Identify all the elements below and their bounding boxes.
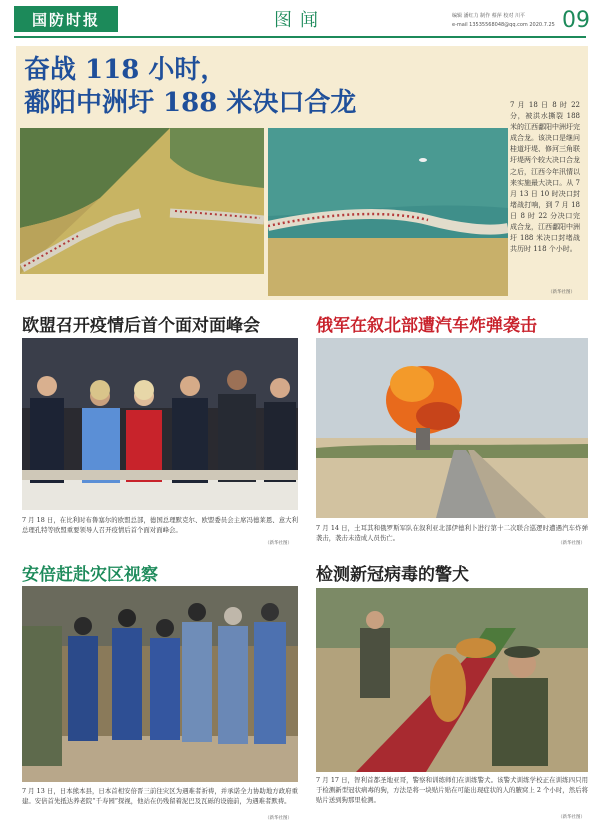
- feature-headline-line2: 鄱阳中洲圩 188 米决口合龙: [24, 88, 357, 118]
- masthead: [0, 0, 600, 40]
- masthead-rule: [14, 36, 586, 38]
- abe-photo: [22, 586, 298, 782]
- feature-headline-line1: 奋战 118 小时，: [24, 55, 227, 85]
- dogs-headline: 检测新冠病毒的警犬: [316, 565, 469, 585]
- dogs-photo: [316, 588, 588, 772]
- page-number: 09: [562, 8, 590, 33]
- russia-credit: （新华社图）: [558, 541, 585, 546]
- contact-date: e-mail 13535568048@qq.com 2020.7.25: [452, 22, 555, 28]
- eu-headline: 欧盟召开疫情后首个面对面峰会: [22, 316, 260, 336]
- levee-photo-right: [268, 128, 508, 296]
- abe-caption: 7 月 13 日，日本熊本县，日本首相安倍晋三前往灾区为遇难者祈祷，并承诺全力协助地方政府重建。安倍首先抵达养老院“千寿园”探视，他站在仍残留着泥巴及瓦砾的设施前，为遇难者默祷。: [22, 787, 298, 805]
- feature-credit: （新华社图）: [548, 290, 575, 295]
- russia-caption: 7 月 14 日，土耳其和俄罗斯军队在叙利亚北部伊德利卜进行第十二次联合巡逻时遭遇汽车炸弹袭击，袭击未造成人员伤亡。: [316, 524, 588, 542]
- abe-credit: （新华社图）: [265, 816, 292, 821]
- explosion-photo: [316, 338, 588, 518]
- levee-photo-left: [20, 128, 264, 274]
- russia-headline: 俄军在叙北部遭汽车炸弹袭击: [316, 316, 537, 336]
- abe-headline: 安倍赶赴灾区视察: [22, 565, 158, 585]
- newspaper-logo: 国防时报: [14, 6, 118, 32]
- dogs-credit: （新华社图）: [558, 815, 585, 820]
- eu-credit: （新华社图）: [265, 541, 292, 546]
- dogs-caption: 7 月 17 日，智利首都圣地亚哥，警察和训练师们在训练警犬。该警犬训练学校正在训练四只用于检测新型冠状病毒的狗，方法是将一块贴片贴在可能出现症状的人的腋窝上 2 个小时，然后将贴片送到狗那里检测。: [316, 776, 588, 804]
- feature-headline: [24, 54, 356, 120]
- feature-body: 7 月 18 日 8 时 22 分，被洪水撕裂 188 米的江西鄱阳中洲圩完成合龙。该决口是继问桂道圩堤、修河三角联圩堤两个较大决口合龙之后，江西今年汛情以来实施最大决口。从 7 月 13 日 10 时决口封堵战打响，到 7 月 18 日 8 时 22 分决口完成合龙，江西鄱阳中洲圩 188 米决口封堵战共历时 118 个小时。: [510, 101, 580, 254]
- editor-credits: 编辑 潘红力 制作 蔡萍 校对 川平: [452, 13, 525, 19]
- eu-photo: [22, 338, 298, 510]
- section-title: 图闻: [274, 10, 326, 31]
- eu-caption: 7 月 18 日，在比利时布鲁塞尔的欧盟总部，德国总理默克尔、欧盟委员会主席冯德莱恩、意大利总理孔特等欧盟重要领导人召开疫情后首个面对面峰会。: [22, 516, 298, 534]
